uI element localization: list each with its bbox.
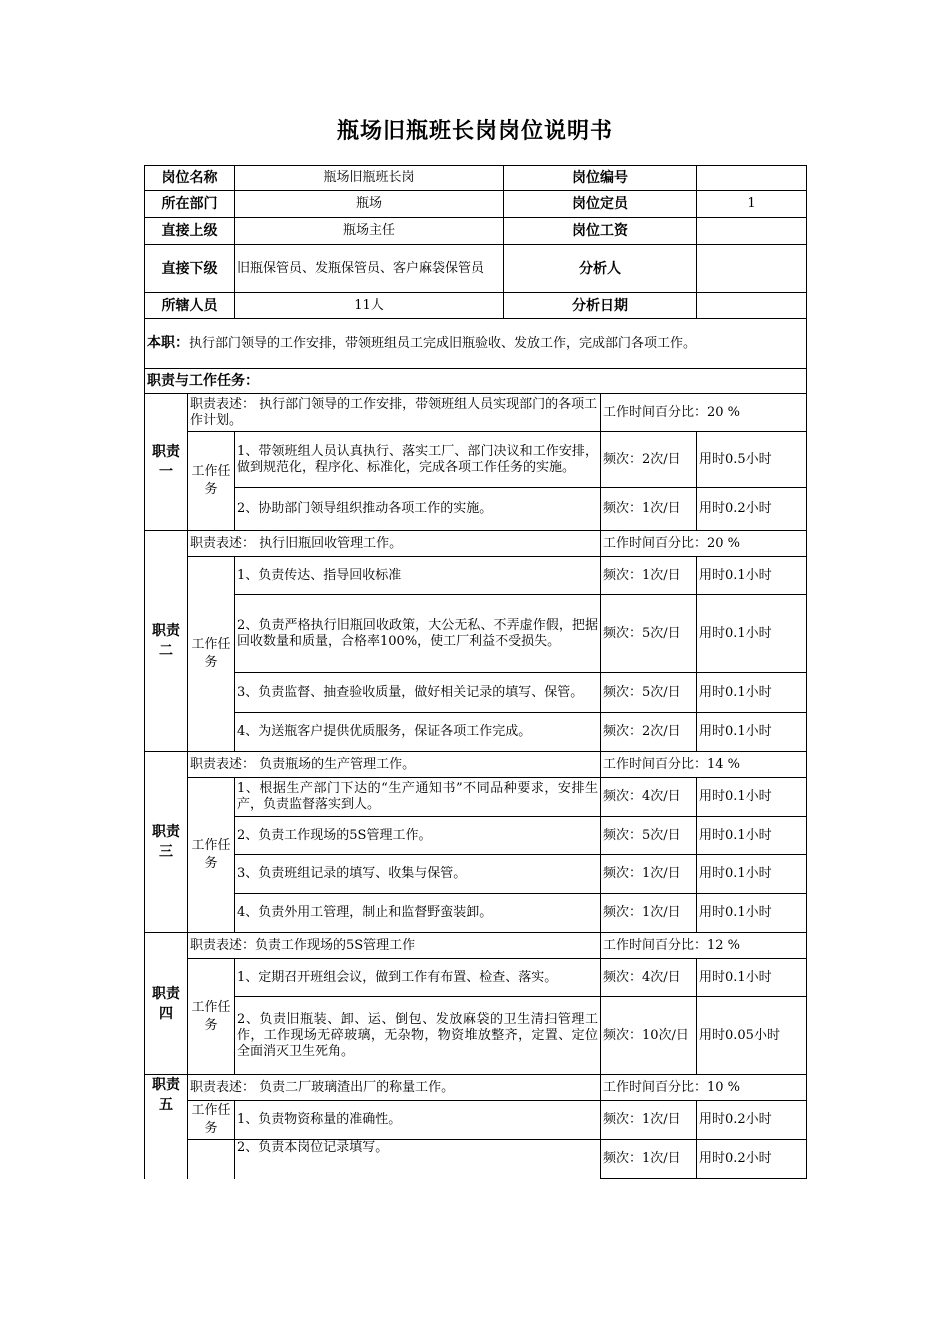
duty-row bbox=[145, 933, 807, 959]
core-text: 执行部门领导的工作安排，带领班组员工完成旧瓶验收、发放工作，完成部门各项工作。 bbox=[189, 336, 697, 351]
task-text: 2、负责旧瓶装、卸、运、倒包、发放麻袋的卫生清扫管理工作，工作现场无碎玻璃，无杂物，物资堆放整齐，定置、定位全面消灭卫生死角。 bbox=[235, 997, 601, 1075]
task-text: 1、负责传达、指导回收标准 bbox=[235, 557, 601, 595]
duty-description: 职责表述： 执行旧瓶回收管理工作。 bbox=[188, 531, 601, 557]
core-row bbox=[145, 319, 807, 369]
duty-percent: 工作时间百分比：20 % bbox=[601, 394, 807, 432]
task-row bbox=[145, 557, 807, 595]
task-row bbox=[145, 1140, 807, 1179]
label-quota: 岗位定员 bbox=[504, 191, 697, 218]
duties-header-row bbox=[145, 369, 807, 394]
task-text: 4、负责外用工管理，制止和监督野蛮装卸。 bbox=[235, 894, 601, 933]
task-row bbox=[145, 488, 807, 531]
info-row-subordinate bbox=[145, 245, 807, 293]
analysis-date bbox=[697, 293, 807, 319]
task-frequency: 频次：5次/日 bbox=[601, 817, 697, 855]
task-row bbox=[145, 713, 807, 752]
duty-percent: 工作时间百分比：12 % bbox=[601, 933, 807, 959]
duty-label: 职责五 bbox=[145, 1075, 188, 1179]
duty-percent: 工作时间百分比：20 % bbox=[601, 531, 807, 557]
task-row bbox=[145, 894, 807, 933]
position-code bbox=[697, 166, 807, 191]
analyst bbox=[697, 245, 807, 293]
task-label: 工作任务 bbox=[188, 1101, 235, 1140]
task-frequency: 频次：2次/日 bbox=[601, 432, 697, 488]
task-frequency: 频次：1次/日 bbox=[601, 557, 697, 595]
quota: 1 bbox=[697, 191, 807, 218]
task-frequency: 频次：5次/日 bbox=[601, 595, 697, 673]
subordinate: 旧瓶保管员、发瓶保管员、客户麻袋保管员 bbox=[235, 245, 504, 293]
info-row-name bbox=[145, 166, 807, 191]
task-time: 用时0.1小时 bbox=[697, 959, 807, 997]
task-text: 2、负责工作现场的5S管理工作。 bbox=[235, 817, 601, 855]
task-text: 1、负责物资称量的准确性。 bbox=[235, 1101, 601, 1140]
task-time: 用时0.2小时 bbox=[697, 488, 807, 531]
label-wage: 岗位工资 bbox=[504, 218, 697, 245]
task-row bbox=[145, 595, 807, 673]
label-position-name: 岗位名称 bbox=[145, 166, 235, 191]
duty-description: 职责表述： 负责二厂玻璃渣出厂的称量工作。 bbox=[188, 1075, 601, 1101]
duty-label: 职责四 bbox=[145, 933, 188, 1075]
duty-label: 职责一 bbox=[145, 394, 188, 531]
task-time: 用时0.1小时 bbox=[697, 855, 807, 894]
duty-row bbox=[145, 394, 807, 432]
task-text: 1、根据生产部门下达的“生产通知书”不同品种要求，安排生产，负责监督落实到人。 bbox=[235, 778, 601, 817]
task-time: 用时0.1小时 bbox=[697, 557, 807, 595]
task-row bbox=[145, 997, 807, 1075]
duty-label: 职责二 bbox=[145, 531, 188, 752]
task-frequency: 频次：1次/日 bbox=[601, 894, 697, 933]
task-row bbox=[145, 778, 807, 817]
task-row bbox=[145, 1101, 807, 1140]
label-analyst: 分析人 bbox=[504, 245, 697, 293]
task-frequency: 频次：2次/日 bbox=[601, 713, 697, 752]
duty-row bbox=[145, 752, 807, 778]
task-label: 工作任务 bbox=[188, 959, 235, 1075]
task-row bbox=[145, 855, 807, 894]
task-label: 工作任务 bbox=[188, 557, 235, 752]
task-frequency: 频次：1次/日 bbox=[601, 488, 697, 531]
task-text: 2、负责本岗位记录填写。 bbox=[235, 1140, 601, 1179]
wage bbox=[697, 218, 807, 245]
info-row-superior bbox=[145, 218, 807, 245]
task-frequency: 频次：4次/日 bbox=[601, 778, 697, 817]
duty-description: 职责表述： 执行部门领导的工作安排，带领班组人员实现部门的各项工作计划。 bbox=[188, 394, 601, 432]
task-time: 用时0.2小时 bbox=[697, 1140, 807, 1179]
core-responsibility bbox=[145, 319, 807, 369]
duty-description: 职责表述：负责工作现场的5S管理工作 bbox=[188, 933, 601, 959]
task-frequency: 频次：1次/日 bbox=[601, 855, 697, 894]
task-time: 用时0.1小时 bbox=[697, 817, 807, 855]
page-title: 瓶场旧瓶班长岗岗位说明书 bbox=[336, 119, 613, 144]
task-row bbox=[145, 959, 807, 997]
task-frequency: 频次：10次/日 bbox=[601, 997, 697, 1075]
task-text: 2、负责严格执行旧瓶回收政策，大公无私、不弄虚作假，把据 回收数量和质量，合格率100%，使工厂利益不受损失。 bbox=[235, 595, 601, 673]
label-subordinate: 直接下级 bbox=[145, 245, 235, 293]
task-text: 3、负责监督、抽查验收质量，做好相关记录的填写、保管。 bbox=[235, 673, 601, 713]
label-analysis-date: 分析日期 bbox=[504, 293, 697, 319]
task-text: 3、负责班组记录的填写、收集与保管。 bbox=[235, 855, 601, 894]
duties-header: 职责与工作任务： bbox=[145, 369, 807, 394]
label-department: 所在部门 bbox=[145, 191, 235, 218]
task-label: 工作任务 bbox=[188, 778, 235, 933]
duty-percent: 工作时间百分比：14 % bbox=[601, 752, 807, 778]
task-time: 用时0.2小时 bbox=[697, 1101, 807, 1140]
duty-row bbox=[145, 1075, 807, 1101]
task-row bbox=[145, 817, 807, 855]
task-time: 用时0.1小时 bbox=[697, 673, 807, 713]
task-label: 工作任务 bbox=[188, 432, 235, 531]
label-staff: 所辖人员 bbox=[145, 293, 235, 319]
label-superior: 直接上级 bbox=[145, 218, 235, 245]
task-frequency: 频次：1次/日 bbox=[601, 1140, 697, 1179]
task-row bbox=[145, 432, 807, 488]
duty-label: 职责三 bbox=[145, 752, 188, 933]
duty-percent: 工作时间百分比：10 % bbox=[601, 1075, 807, 1101]
duty-description: 职责表述： 负责瓶场的生产管理工作。 bbox=[188, 752, 601, 778]
superior: 瓶场主任 bbox=[235, 218, 504, 245]
task-text: 2、协助部门领导组织推动各项工作的实施。 bbox=[235, 488, 601, 531]
task-frequency: 频次：4次/日 bbox=[601, 959, 697, 997]
info-row-staff bbox=[145, 293, 807, 319]
core-label: 本职： bbox=[147, 335, 189, 351]
blank-cell bbox=[188, 1140, 235, 1179]
task-time: 用时0.5小时 bbox=[697, 432, 807, 488]
task-text: 4、为送瓶客户提供优质服务，保证各项工作完成。 bbox=[235, 713, 601, 752]
task-text: 1、定期召开班组会议，做到工作有布置、检查、落实。 bbox=[235, 959, 601, 997]
staff: 11人 bbox=[235, 293, 504, 319]
label-position-code: 岗位编号 bbox=[504, 166, 697, 191]
task-frequency: 频次：1次/日 bbox=[601, 1101, 697, 1140]
task-time: 用时0.1小时 bbox=[697, 894, 807, 933]
job-description-table bbox=[144, 165, 807, 1179]
task-time: 用时0.1小时 bbox=[697, 713, 807, 752]
department: 瓶场 bbox=[235, 191, 504, 218]
info-row-dept bbox=[145, 191, 807, 218]
position-name: 瓶场旧瓶班长岗 bbox=[235, 166, 504, 191]
task-time: 用时0.05小时 bbox=[697, 997, 807, 1075]
task-time: 用时0.1小时 bbox=[697, 778, 807, 817]
task-text: 1、带领班组人员认真执行、落实工厂、部门决议和工作安排，做到规范化，程序化、标准化，完成各项工作任务的实施。 bbox=[235, 432, 601, 488]
task-frequency: 频次：5次/日 bbox=[601, 673, 697, 713]
duty-row bbox=[145, 531, 807, 557]
task-row bbox=[145, 673, 807, 713]
task-time: 用时0.1小时 bbox=[697, 595, 807, 673]
